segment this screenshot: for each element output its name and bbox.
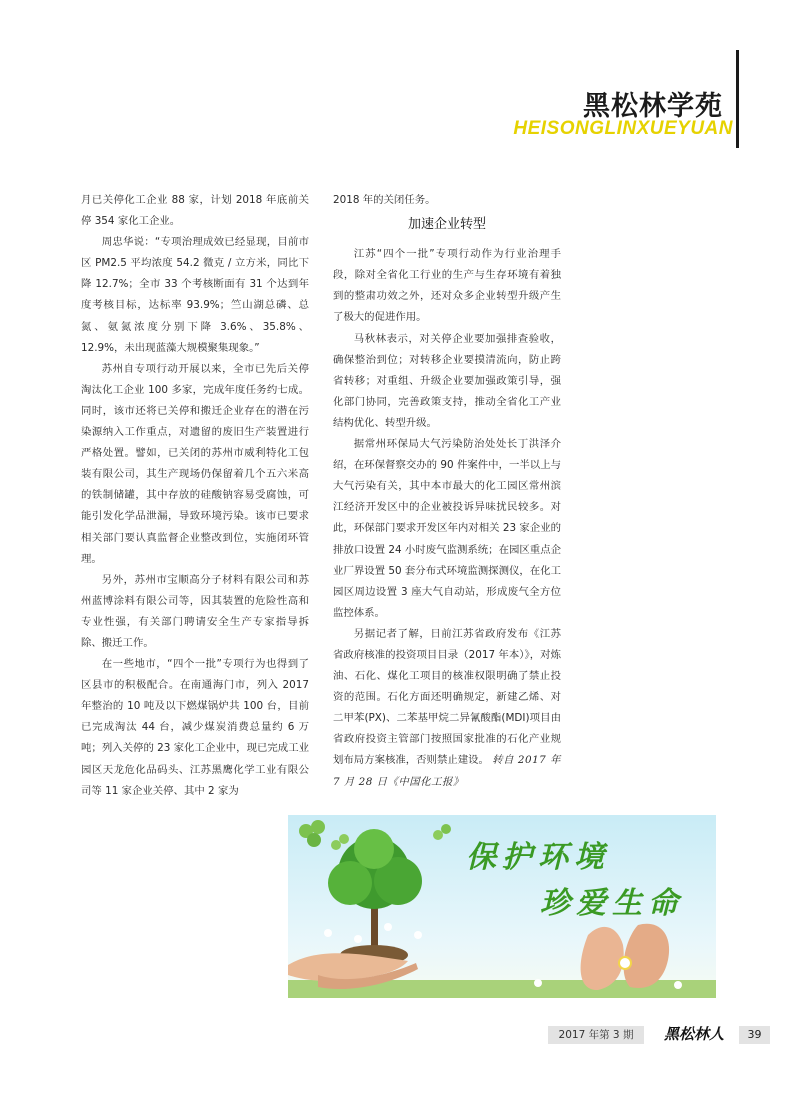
section-title: 黑松林学苑	[583, 91, 723, 122]
paragraph: 马秋林表示，对关停企业要加强排查验收，确保整治到位；对转移企业要摸清流向，防止跨省转移；对重组、升级企业要加强政策引导，强化部门协同，完善政策支持，推动全省化工产业结构优化、转型升级。	[333, 332, 561, 429]
paragraph: 苏州自专项行动开展以来，全市已先后关停淘汰化工企业 100 多家，完成年度任务约七成。同时，该市还将已关停和搬迁企业存在的潜在污染源纳入工作重点，对遗留的废旧生产装置进行严格处置。譬如，已关闭的苏州市威利特化工包装有限公司，其生产现场仍保留着几个五六米高的铁制储罐，其中存放的硅酸钠容易受腐蚀，可能引发化学品泄漏，导致环境污染。该市已要求相关部门要认真监督企业整改到位，实施闭环管理。	[81, 362, 309, 565]
magazine-logo: 黑松林人	[663, 1025, 724, 1043]
poster-slogan-1: 保护环境	[466, 840, 610, 875]
poster-slogan-2: 珍爱生命	[540, 886, 684, 921]
paragraph: 周忠华说：“专项治理成效已经显现，目前市区 PM2.5 平均浓度 54.2 微克 / 立方米，同比下降 12.7%；全市 33 个考核断面有 31 个达到年度考核目标，达标率 93.9%；竺山湖总磷、总氮、氨氮浓度分别下降 3.6%、35.8%、12.9%，未出现蓝藻大规模聚集现象。”	[81, 236, 309, 354]
paragraph: 江苏“四个一批”专项行动作为行业治理手段，除对全省化工行业的生产与生存环境有着独到的整肃功效之外，还对众多企业转型升级产生了极大的促进作用。	[333, 248, 561, 324]
paragraph: 据常州环保局大气污染防治处处长丁洪泽介绍，在环保督察交办的 90 件案件中，一半以上与大气污染有关，其中本市最大的化工园区常州滨江经济开发区中的企业被投诉异味扰民较多。对此，环保部门要求开发区年内对相关 23 家企业的排放口设置 24 小时废气监测系统；在园区重点企业厂界设置 50 套分布式环境监测探测仪，在化工园区周边设置 3 座大气自动站，形成废气全方位监控体系。	[333, 438, 561, 619]
paragraph: 月已关停化工企业 88 家，计划 2018 年底前关停 354 家化工企业。	[81, 194, 309, 228]
page-footer	[548, 1026, 770, 1044]
page-number: 39	[739, 1026, 770, 1044]
header-divider	[736, 50, 739, 148]
section-heading: 加速企业转型	[407, 217, 486, 233]
article-column-left	[81, 190, 309, 802]
paragraph: 在一些地市，“四个一批”专项行为也得到了区县市的积极配合。在南通海门市，列入 2017 年整治的 10 吨及以下燃煤锅炉共 100 台，目前已完成淘汰 44 台，减少煤炭消费总量约 6 万吨；列入关停的 23 家化工企业中，现已完成工业园区天龙危化品码头、江苏黑鹰化学工业有限公司等 11 家企业关停、其中 2 家为	[81, 658, 309, 797]
section-subtitle: HEISONGLINXUEYUAN	[513, 118, 733, 139]
paragraph: 2018 年的关闭任务。	[333, 194, 436, 206]
issue-label: 2017 年第 3 期	[548, 1026, 644, 1044]
source-citation: 转自 2017 年 7 月 28 日《中国化工报》	[333, 754, 561, 788]
paragraph-with-source	[333, 624, 561, 793]
paragraph-text: 另据记者了解，日前江苏省政府发布《江苏省政府核准的投资项目目录（2017 年本）》，对炼油、石化、煤化工项目的核准权限明确了禁止投资的范围。石化方面还明确规定，新建乙烯、对二甲苯(PX)、二苯基甲烷二异氰酸酯(MDI)项目由省政府投资主管部门按照国家批准的石化产业规划布局方案核准，否则禁止建设。	[333, 627, 561, 767]
article-column-right	[333, 190, 561, 793]
paragraph: 另外，苏州市宝顺高分子材料有限公司和苏州蓝博涂料有限公司等，因其装置的危险性高和专业性强，有关部门聘请安全生产专家指导拆除、搬迁工作。	[81, 573, 309, 649]
poster-illustration	[288, 815, 716, 998]
environment-poster-image	[288, 815, 716, 998]
